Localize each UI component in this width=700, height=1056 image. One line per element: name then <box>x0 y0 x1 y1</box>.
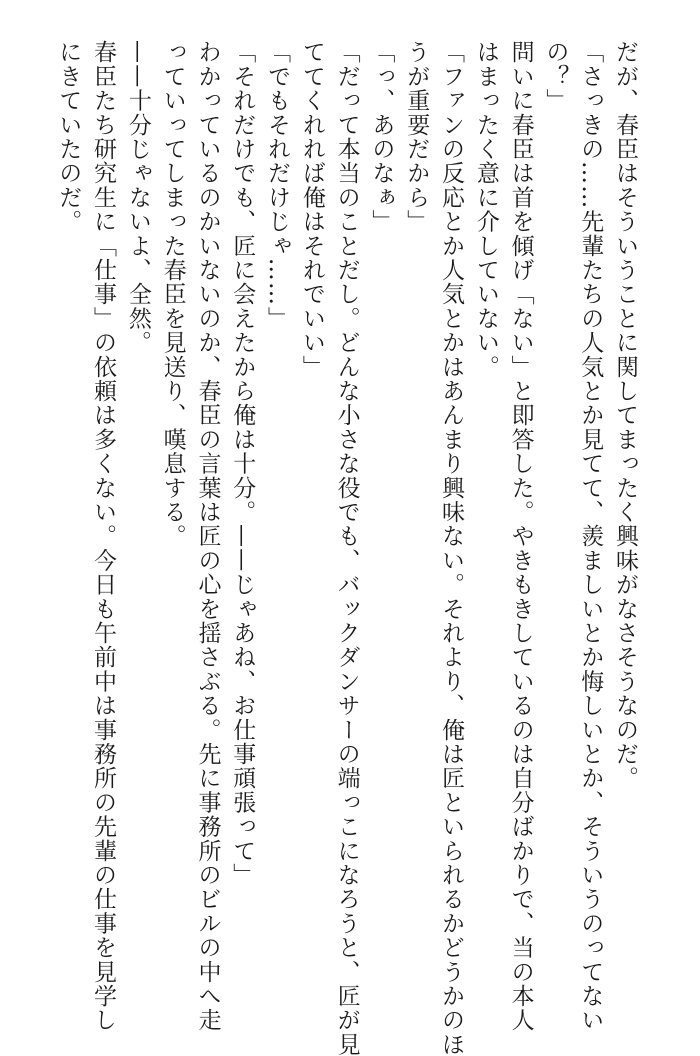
vertical-text-block <box>50 40 642 1056</box>
text-line: うが重要だから」 <box>403 40 430 234</box>
text-line: 「だって本当のことだし。どんな小さな役でも、バックダンサーの端っこになろうと、匠が見 <box>333 40 360 1056</box>
text-line: にきていたのだ。 <box>55 40 82 234</box>
text-line: ててくれれば俺はそれでいい」 <box>298 40 325 379</box>
text-line: 「それだけでも、匠に会えたから俺は十分。——じゃあね、お仕事頑張って」 <box>229 40 256 887</box>
text-line: 問いに春臣は首を傾げ「ない」と即答した。やきもきしているのは自分ばかりで、当の本人 <box>507 40 534 1033</box>
text-line: 「っ、あのなぁ」 <box>368 40 395 234</box>
text-line: ——十分じゃないよ、全然。 <box>124 40 151 355</box>
text-line: 「さっきの……先輩たちの人気とか見てて、羨ましいとか悔しいとか、そういうのってない <box>577 40 604 1033</box>
text-line: 「ファンの反応とか人気とかはあんまり興味ない。それより、俺は匠といられるかどうかのほ <box>438 40 465 1056</box>
text-line: わかっているのかいないのか、春臣の言葉は匠の心を揺さぶる。先に事務所のビルの中へ走 <box>194 40 221 1033</box>
text-line: 春臣たち研究生に「仕事」の依頼は多くない。今日も午前中は事務所の先輩の仕事を見学し <box>90 40 117 1033</box>
text-line: だが、春臣はそういうことに関してまったく興味がなさそうなのだ。 <box>612 40 638 791</box>
text-line: 「でもそれだけじゃ……」 <box>264 40 291 331</box>
text-line: っていってしまった春臣を見送り、嘆息する。 <box>159 40 186 549</box>
text-line: の？」 <box>542 40 569 113</box>
text-line: はまったく意に介していない。 <box>472 40 499 379</box>
